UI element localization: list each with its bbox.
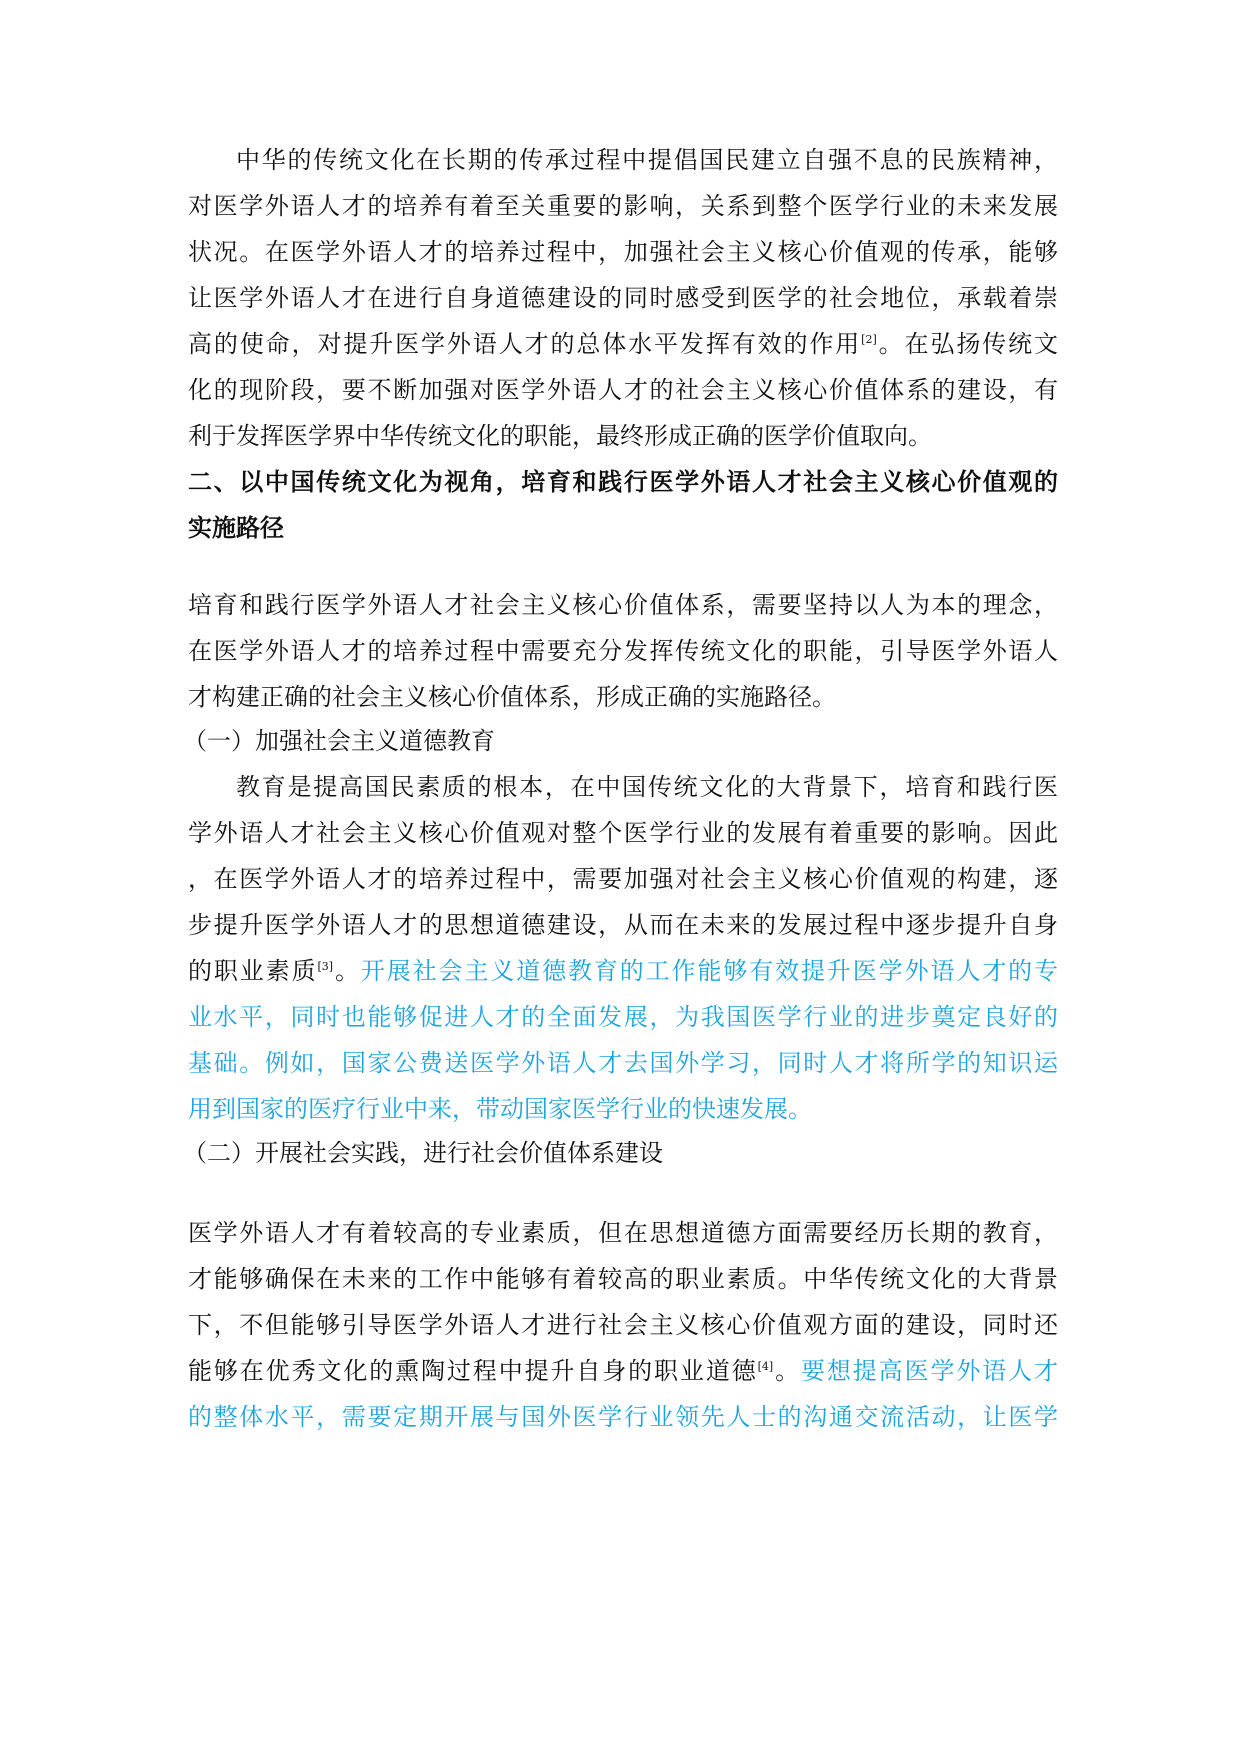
paragraph-1-text-cont: 。在弘扬传统文 (876, 330, 1059, 358)
subheading-1: （一）加强社会主义道德教育 (183, 727, 495, 755)
paragraph-1-line-2: 对医学外语人才的培养有着至关重要的影响，关系到整个医学行业的未来发展 (188, 192, 1058, 220)
paragraph-2-line-1: 培育和践行医学外语人才社会主义核心价值体系，需要坚持以人为本的理念， (188, 591, 1058, 619)
section-heading-line-1: 二、以中国传统文化为视角，培育和践行医学外语人才社会主义核心价值观的 (188, 467, 1058, 496)
highlighted-text: 开展社会主义道德教育的工作能够有效提升医学外语人才的专 (360, 957, 1059, 985)
paragraph-3-line-1: 教育是提高国民素质的根本，在中国传统文化的大背景下，培育和践行医 (236, 773, 1058, 801)
paragraph-1-line-3: 状况。在医学外语人才的培养过程中，加强社会主义核心价值观的传承，能够 (188, 238, 1058, 266)
paragraph-1-line-4: 让医学外语人才在进行自身道德建设的同时感受到医学的社会地位，承载着崇 (188, 284, 1058, 312)
paragraph-2-line-2: 在医学外语人才的培养过程中需要充分发挥传统文化的职能，引导医学外语人 (188, 637, 1058, 665)
citation-2: [2] (861, 333, 877, 346)
paragraph-4-line-5: 的整体水平，需要定期开展与国外医学行业领先人士的沟通交流活动，让医学 (188, 1403, 1058, 1431)
highlighted-text: 要想提高医学外语人才 (801, 1357, 1059, 1385)
paragraph-3-text: 的职业素质 (188, 957, 318, 985)
paragraph-3-line-8: 用到国家的医疗行业中来，带动国家医学行业的快速发展。 (188, 1095, 812, 1123)
section-heading-line-2: 实施路径 (188, 513, 284, 542)
paragraph-3-period: 。 (333, 957, 361, 985)
paragraph-1-line-6: 化的现阶段，要不断加强对医学外语人才的社会主义核心价值体系的建设，有 (188, 376, 1058, 404)
paragraph-3-line-7: 基础。例如，国家公费送医学外语人才去国外学习，同时人才将所学的知识运 (188, 1049, 1058, 1077)
paragraph-4-line-4 (188, 1348, 1058, 1394)
paragraph-2-line-3: 才构建正确的社会主义核心价值体系，形成正确的实施路径。 (188, 683, 836, 711)
paragraph-4-period: 。 (773, 1357, 801, 1385)
paragraph-3-line-6: 业水平，同时也能够促进人才的全面发展，为我国医学行业的进步奠定良好的 (188, 1003, 1058, 1031)
paragraph-1-line-7: 利于发挥医学界中华传统文化的职能，最终形成正确的医学价值取向。 (188, 422, 932, 450)
paragraph-3-line-2: 学外语人才社会主义核心价值观对整个医学行业的发展有着重要的影响。因此 (188, 819, 1058, 847)
paragraph-3-line-4: 步提升医学外语人才的思想道德建设，从而在未来的发展过程中逐步提升自身 (188, 911, 1058, 939)
paragraph-4-line-3: 下，不但能够引导医学外语人才进行社会主义核心价值观方面的建设，同时还 (188, 1311, 1058, 1339)
paragraph-4-line-1: 医学外语人才有着较高的专业素质，但在思想道德方面需要经历长期的教育， (188, 1219, 1058, 1247)
citation-3: [3] (317, 960, 334, 973)
paragraph-1-text: 高的使命，对提升医学外语人才的总体水平发挥有效的作用 (188, 330, 862, 358)
paragraph-4-text: 能够在优秀文化的熏陶过程中提升自身的职业道德 (188, 1357, 758, 1385)
citation-4: [4] (757, 1360, 774, 1373)
subheading-2: （二）开展社会实践，进行社会价值体系建设 (183, 1139, 663, 1167)
paragraph-1-line-1: 中华的传统文化在长期的传承过程中提倡国民建立自强不息的民族精神， (236, 146, 1058, 174)
paragraph-3-line-5 (188, 948, 1058, 994)
paragraph-4-line-2: 才能够确保在未来的工作中能够有着较高的职业素质。中华传统文化的大背景 (188, 1265, 1058, 1293)
paragraph-3-line-3: ，在医学外语人才的培养过程中，需要加强对社会主义核心价值观的构建，逐 (188, 865, 1058, 893)
paragraph-1-line-5 (188, 321, 1058, 367)
